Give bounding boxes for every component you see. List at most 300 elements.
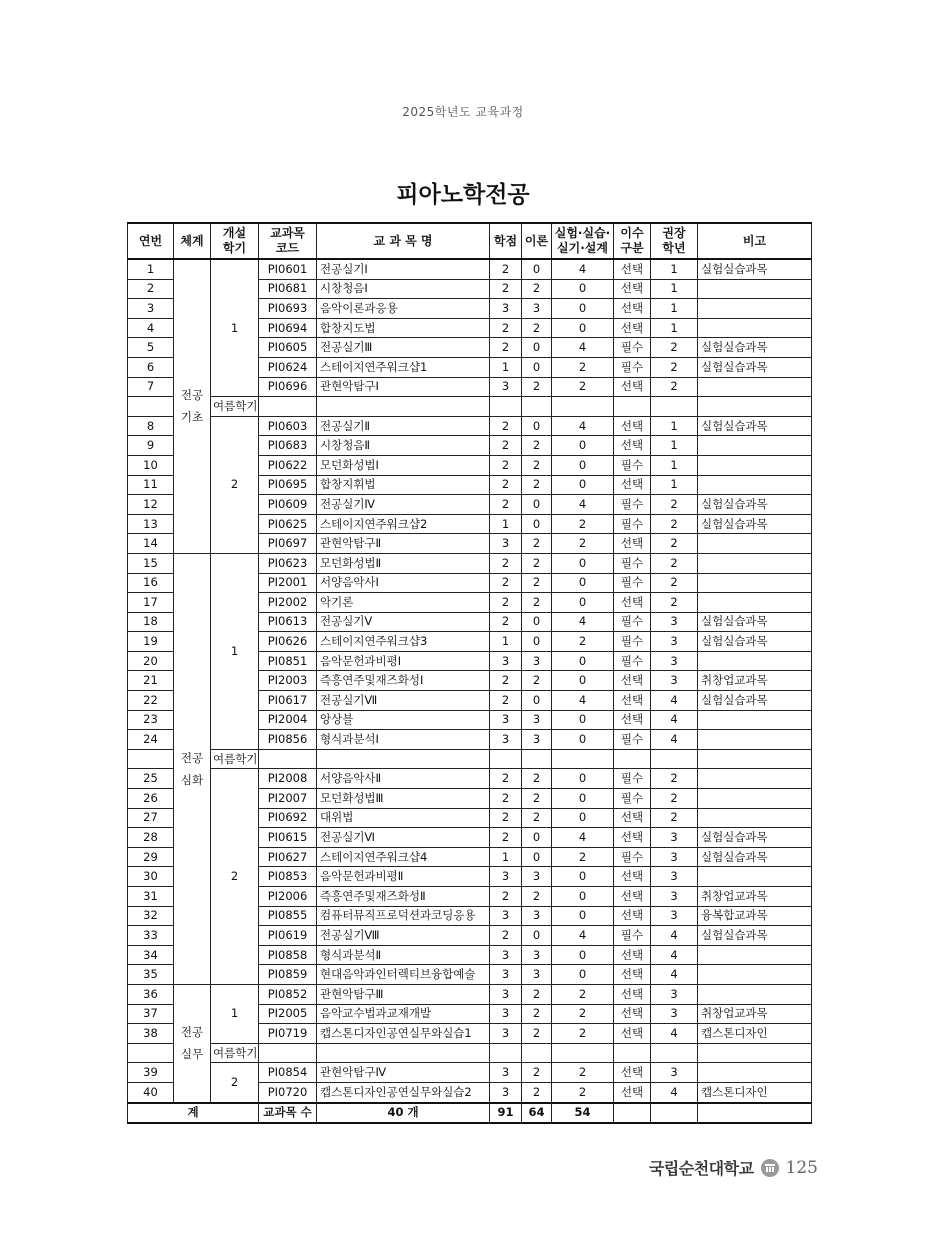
course-theory: 2 [522,769,552,789]
page-title: 피아노학전공 [396,181,530,208]
course-type: 필수 [614,789,651,809]
course-code: PI0681 [259,279,317,299]
course-name: 합창지휘법 [317,475,490,495]
course-credit: 2 [490,279,522,299]
course-name: 모던화성법Ⅲ [317,789,490,809]
system-line1: 전공 [180,388,204,403]
table-row [128,984,812,1004]
course-code: PI2008 [259,769,317,789]
course-note: 실험실습과목 [698,926,812,946]
course-theory: 0 [522,828,552,848]
col-header-code: 교과목 코드 [259,223,317,259]
summer-semester-label: 여름학기 [211,749,259,769]
course-credit: 2 [490,789,522,809]
course-practice: 0 [552,573,614,593]
course-type: 필수 [614,514,651,534]
course-note [698,299,812,319]
course-name: 관현악탐구Ⅳ [317,1063,490,1083]
course-year: 2 [651,357,698,377]
course-type: 선택 [614,710,651,730]
summer-row [128,1043,812,1063]
course-note [698,377,812,397]
course-type: 선택 [614,984,651,1004]
course-type: 선택 [614,887,651,907]
course-code: PI0852 [259,984,317,1004]
course-code: PI0695 [259,475,317,495]
course-name: 음악교수법과교재개발 [317,1004,490,1024]
course-year: 3 [651,984,698,1004]
course-year: 3 [651,651,698,671]
course-year: 4 [651,965,698,985]
course-code: PI0609 [259,495,317,515]
total-count-label: 교과목 수 [259,1103,317,1124]
table-row [128,769,812,789]
course-name: 전공실기Ⅵ [317,828,490,848]
empty-cell [490,749,522,769]
row-no: 29 [128,847,174,867]
course-type: 선택 [614,259,651,279]
course-credit: 1 [490,632,522,652]
course-name: 전공실기Ⅲ [317,338,490,358]
course-practice: 0 [552,279,614,299]
course-code: PI0613 [259,612,317,632]
course-year: 2 [651,808,698,828]
course-type: 필수 [614,730,651,750]
course-credit: 2 [490,573,522,593]
table-row [128,553,812,573]
course-theory: 2 [522,436,552,456]
col-header-practice: 실험·실습· 실기·설계 [552,223,614,259]
course-code: PI2006 [259,887,317,907]
course-credit: 2 [490,553,522,573]
row-no: 23 [128,710,174,730]
course-note [698,769,812,789]
course-type: 선택 [614,808,651,828]
empty-cell [614,1043,651,1063]
course-type: 선택 [614,534,651,554]
row-no: 6 [128,357,174,377]
course-code: PI0623 [259,553,317,573]
course-note [698,710,812,730]
course-practice: 4 [552,612,614,632]
empty-cell [651,749,698,769]
semester-cell: 1 [211,259,259,397]
empty-cell [522,749,552,769]
course-code: PI2001 [259,573,317,593]
course-note [698,965,812,985]
table-row [128,1063,812,1083]
course-theory: 0 [522,416,552,436]
empty-cell [552,1043,614,1063]
row-no: 12 [128,495,174,515]
row-no: 7 [128,377,174,397]
course-type: 필수 [614,495,651,515]
system-line1: 전공 [180,750,204,765]
course-credit: 2 [490,455,522,475]
row-no: 2 [128,279,174,299]
row-no: 20 [128,651,174,671]
course-credit: 3 [490,867,522,887]
course-name: 시창청음Ⅰ [317,279,490,299]
course-note: 취창업교과목 [698,671,812,691]
course-code: PI2007 [259,789,317,809]
course-name: 즉흥연주및재즈화성Ⅱ [317,887,490,907]
course-year: 4 [651,1024,698,1044]
course-credit: 3 [490,1004,522,1024]
course-theory: 3 [522,965,552,985]
course-code: PI2005 [259,1004,317,1024]
course-code: PI0627 [259,847,317,867]
course-theory: 2 [522,553,552,573]
course-practice: 0 [552,945,614,965]
course-code: PI0615 [259,828,317,848]
row-no: 11 [128,475,174,495]
course-name: 전공실기Ⅶ [317,691,490,711]
course-name: 전공실기Ⅳ [317,495,490,515]
row-no: 32 [128,906,174,926]
course-theory: 2 [522,789,552,809]
course-year: 1 [651,279,698,299]
course-theory: 2 [522,573,552,593]
empty-cell [259,397,317,417]
empty-cell [490,1043,522,1063]
course-theory: 0 [522,691,552,711]
course-type: 필수 [614,573,651,593]
page-footer [649,1156,818,1179]
course-note [698,573,812,593]
semester-cell: 1 [211,984,259,1043]
empty-cell [317,1043,490,1063]
course-code: PI2004 [259,710,317,730]
course-theory: 0 [522,259,552,279]
course-credit: 1 [490,357,522,377]
course-type: 선택 [614,965,651,985]
row-no: 18 [128,612,174,632]
course-theory: 2 [522,318,552,338]
course-code: PI0601 [259,259,317,279]
row-no: 9 [128,436,174,456]
course-year: 3 [651,847,698,867]
course-credit: 2 [490,259,522,279]
row-no: 3 [128,299,174,319]
course-code: PI0693 [259,299,317,319]
course-code: PI0851 [259,651,317,671]
course-credit: 2 [490,691,522,711]
system-line2: 실무 [180,1047,204,1062]
course-code: PI0697 [259,534,317,554]
course-theory: 2 [522,808,552,828]
course-credit: 2 [490,338,522,358]
row-no: 10 [128,455,174,475]
course-practice: 0 [552,436,614,456]
course-practice: 0 [552,651,614,671]
course-credit: 2 [490,436,522,456]
total-theory: 64 [522,1103,552,1124]
table-header-row [128,223,812,259]
course-name: 관현악탐구Ⅰ [317,377,490,397]
course-theory: 2 [522,671,552,691]
total-label: 계 [128,1103,259,1124]
empty-cell [698,1043,812,1063]
course-code: PI0683 [259,436,317,456]
course-name: 캡스톤디자인공연실무와실습2 [317,1082,490,1102]
course-note: 취창업교과목 [698,887,812,907]
course-name: 관현악탐구Ⅱ [317,534,490,554]
course-year: 4 [651,710,698,730]
course-code: PI0619 [259,926,317,946]
col-header-no: 연번 [128,223,174,259]
course-note [698,534,812,554]
course-code: PI0855 [259,906,317,926]
course-year: 4 [651,730,698,750]
course-type: 선택 [614,416,651,436]
course-credit: 2 [490,318,522,338]
course-theory: 3 [522,867,552,887]
course-year: 4 [651,945,698,965]
course-theory: 3 [522,730,552,750]
course-name: 관현악탐구Ⅲ [317,984,490,1004]
system-line2: 기초 [180,410,204,425]
course-type: 필수 [614,553,651,573]
course-name: 스테이지연주워크샵4 [317,847,490,867]
course-theory: 0 [522,926,552,946]
system-line1: 전공 [180,1025,204,1040]
course-type: 필수 [614,632,651,652]
course-practice: 0 [552,965,614,985]
course-practice: 0 [552,906,614,926]
course-year: 3 [651,906,698,926]
table-body [128,259,812,1103]
course-practice: 4 [552,495,614,515]
course-name: 앙상블 [317,710,490,730]
col-header-system: 체계 [174,223,211,259]
course-theory: 3 [522,299,552,319]
empty-cell [259,1043,317,1063]
course-note [698,1063,812,1083]
course-name: 전공실기Ⅷ [317,926,490,946]
course-note: 실험실습과목 [698,691,812,711]
course-name: 스테이지연주워크샵2 [317,514,490,534]
empty-cell [651,397,698,417]
course-theory: 3 [522,651,552,671]
page-number: 125 [785,1157,818,1178]
course-theory: 3 [522,945,552,965]
course-name: 스테이지연주워크샵3 [317,632,490,652]
course-year: 2 [651,377,698,397]
col-header-year: 권장 학년 [651,223,698,259]
course-note: 실험실습과목 [698,357,812,377]
course-practice: 0 [552,769,614,789]
course-year: 2 [651,789,698,809]
course-credit: 3 [490,534,522,554]
course-type: 선택 [614,1082,651,1102]
course-credit: 1 [490,847,522,867]
course-practice: 4 [552,338,614,358]
total-empty [698,1103,812,1124]
course-theory: 2 [522,1063,552,1083]
total-credit: 91 [490,1103,522,1124]
row-no-empty [128,397,174,417]
row-no-empty [128,1043,174,1063]
course-year: 2 [651,495,698,515]
row-no: 40 [128,1082,174,1102]
course-year: 1 [651,259,698,279]
course-practice: 4 [552,416,614,436]
course-name: 음악문헌과비평Ⅰ [317,651,490,671]
course-practice: 2 [552,1063,614,1083]
course-credit: 3 [490,651,522,671]
course-note: 실험실습과목 [698,612,812,632]
course-code: PI0719 [259,1024,317,1044]
course-credit: 3 [490,730,522,750]
course-note: 실험실습과목 [698,847,812,867]
course-type: 선택 [614,593,651,613]
row-no: 24 [128,730,174,750]
course-practice: 0 [552,455,614,475]
course-year: 1 [651,416,698,436]
course-theory: 0 [522,357,552,377]
course-type: 선택 [614,691,651,711]
course-year: 3 [651,887,698,907]
total-empty [614,1103,651,1124]
row-no: 5 [128,338,174,358]
summer-row [128,397,812,417]
course-note [698,279,812,299]
course-credit: 1 [490,514,522,534]
course-note: 취창업교과목 [698,1004,812,1024]
semester-cell: 2 [211,416,259,553]
course-type: 필수 [614,926,651,946]
course-name: 전공실기Ⅱ [317,416,490,436]
course-credit: 3 [490,945,522,965]
col-header-type: 이수 구분 [614,223,651,259]
course-note: 캡스톤디자인 [698,1024,812,1044]
row-no: 19 [128,632,174,652]
total-count: 40 개 [317,1103,490,1124]
course-type: 필수 [614,612,651,632]
row-no: 28 [128,828,174,848]
course-practice: 0 [552,789,614,809]
course-theory: 0 [522,338,552,358]
course-practice: 0 [552,299,614,319]
course-practice: 0 [552,318,614,338]
course-year: 3 [651,1004,698,1024]
course-code: PI0696 [259,377,317,397]
course-credit: 3 [490,710,522,730]
course-practice: 2 [552,984,614,1004]
course-practice: 0 [552,887,614,907]
system-cell [174,984,211,1102]
row-no: 35 [128,965,174,985]
course-credit: 2 [490,808,522,828]
course-name: 스테이지연주워크샵1 [317,357,490,377]
row-no: 31 [128,887,174,907]
col-header-semester: 개설 학기 [211,223,259,259]
row-no: 37 [128,1004,174,1024]
semester-cell: 1 [211,553,259,749]
course-year: 3 [651,671,698,691]
course-name: 컴퓨터뮤직프로덕션과코딩응용 [317,906,490,926]
curriculum-table [127,222,812,1124]
course-practice: 2 [552,357,614,377]
course-note [698,984,812,1004]
empty-cell [698,397,812,417]
empty-cell [259,749,317,769]
row-no: 4 [128,318,174,338]
course-code: PI0854 [259,1063,317,1083]
course-year: 2 [651,534,698,554]
course-theory: 0 [522,847,552,867]
col-header-credit: 학점 [490,223,522,259]
course-credit: 3 [490,1082,522,1102]
course-type: 필수 [614,357,651,377]
course-credit: 3 [490,377,522,397]
course-code: PI2002 [259,593,317,613]
course-practice: 0 [552,671,614,691]
course-type: 선택 [614,828,651,848]
course-practice: 4 [552,691,614,711]
empty-cell [522,1043,552,1063]
course-practice: 0 [552,730,614,750]
course-theory: 3 [522,906,552,926]
course-year: 1 [651,299,698,319]
course-credit: 2 [490,769,522,789]
course-practice: 2 [552,1082,614,1102]
course-practice: 4 [552,926,614,946]
course-type: 선택 [614,1063,651,1083]
course-year: 3 [651,867,698,887]
course-credit: 3 [490,1024,522,1044]
row-no: 27 [128,808,174,828]
course-name: 형식과분석Ⅱ [317,945,490,965]
course-note [698,318,812,338]
course-name: 합창지도법 [317,318,490,338]
course-code: PI0625 [259,514,317,534]
empty-cell [317,397,490,417]
course-practice: 2 [552,377,614,397]
col-header-name: 교 과 목 명 [317,223,490,259]
course-year: 2 [651,338,698,358]
course-type: 선택 [614,671,651,691]
empty-cell [651,1043,698,1063]
course-year: 2 [651,593,698,613]
course-note [698,436,812,456]
course-type: 선택 [614,1004,651,1024]
course-name: 전공실기Ⅰ [317,259,490,279]
semester-cell: 2 [211,769,259,985]
course-code: PI2003 [259,671,317,691]
course-name: 악기론 [317,593,490,613]
course-note [698,593,812,613]
course-note: 실험실습과목 [698,828,812,848]
empty-cell [522,397,552,417]
course-code: PI0720 [259,1082,317,1102]
course-practice: 2 [552,534,614,554]
empty-cell [614,397,651,417]
course-type: 선택 [614,906,651,926]
course-theory: 2 [522,1082,552,1102]
course-code: PI0692 [259,808,317,828]
row-no: 1 [128,259,174,279]
row-no: 13 [128,514,174,534]
course-credit: 3 [490,984,522,1004]
course-note: 융복합교과목 [698,906,812,926]
course-theory: 2 [522,593,552,613]
course-note [698,789,812,809]
course-note: 실험실습과목 [698,514,812,534]
course-note [698,455,812,475]
empty-cell [490,397,522,417]
